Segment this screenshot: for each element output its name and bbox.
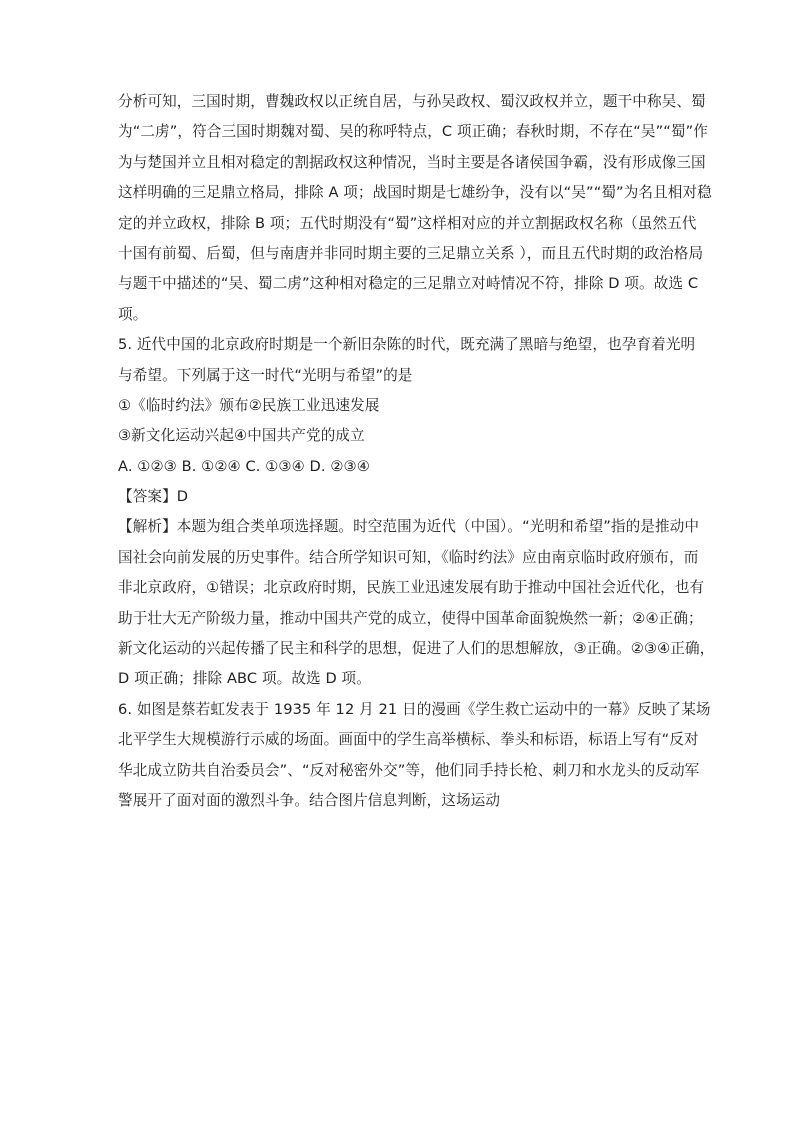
text-line: 与题干中描述的“吴、蜀二虏”这种相对稳定的三足鼎立对峙情况不符，排除 D 项。故选 C (118, 275, 699, 293)
answer-label: 【答案】D (118, 488, 189, 506)
question-6-stem: 华北成立防共自治委员会”、“反对秘密外交”等，他们同手持长枪、刺刀和水龙头的反动军 (118, 761, 700, 779)
question-5-stem: 与希望。下列属于这一时代“光明与希望”的是 (118, 366, 413, 384)
text-line: 为与楚国并立且相对稳定的割据政权这种情况，当时主要是各诸侯国争霸，没有形成像三国 (118, 153, 706, 171)
document-page (118, 87, 715, 816)
analysis-text: 国社会向前发展的历史事件。结合所学知识可知，《临时约法》应由南京临时政府颁布，而 (118, 548, 699, 566)
text-line: 十国有前蜀、后蜀，但与南唐并非同时期主要的三足鼎立关系 ），而且五代时期的政治格局 (118, 244, 704, 262)
question-5-item: ③新文化运动兴起④中国共产党的成立 (118, 427, 365, 445)
analysis-text: 非北京政府，①错误；北京政府时期，民族工业迅速发展有助于推动中国社会近代化，也有 (118, 579, 705, 597)
text-line: 这样明确的三足鼎立格局，排除 A 项；战国时期是七雄纷争，没有以“吴”“蜀”为名且相对稳 (118, 184, 712, 202)
question-5-stem: 5. 近代中国的北京政府时期是一个新旧杂陈的时代，既充满了黑暗与绝望，也孕育着光明 (118, 336, 696, 354)
analysis-text: 【解析】本题为组合类单项选择题。时空范围为近代（中国）。“光明和希望”指的是推动中 (118, 518, 700, 536)
analysis-text: 助于壮大无产阶级力量，推动中国共产党的成立，使得中国革命面貌焕然一新；②④正确； (118, 609, 703, 627)
question-6-stem: 北平学生大规模游行示威的场面。画面中的学生高举横标、拳头和标语，标语上写有“反对 (118, 731, 699, 749)
text-line: 为“二虏”，符合三国时期魏对蜀、吴的称呼特点，C 项正确；春秋时期，不存在“吴”“蜀”作 (118, 123, 708, 141)
text-line: 项。 (118, 305, 148, 323)
question-5-options: A. ①②③ B. ①②④ C. ①③④ D. ②③④ (118, 457, 370, 475)
text-line: 定的并立政权，排除 B 项；五代时期没有“蜀”这样相对应的并立割据政权名称（虽然五代 (118, 214, 697, 232)
text-line: 分析可知，三国时期，曹魏政权以正统自居，与孙吴政权、蜀汉政权并立，题干中称吴、蜀 (118, 93, 706, 110)
analysis-text: D 项正确；排除 ABC 项。故选 D 项。 (118, 670, 371, 688)
question-6-stem: 6. 如图是蔡若虹发表于 1935 年 12 月 21 日的漫画《学生救亡运动中的一幕》反映了某场 (118, 700, 711, 718)
question-5-item: ①《临时约法》颁布②民族工业迅速发展 (118, 396, 380, 414)
analysis-text: 新文化运动的兴起传播了民主和科学的思想，促进了人们的思想解放，③正确。②③④正确， (118, 640, 715, 658)
question-6-stem: 警展开了面对面的激烈斗争。结合图片信息判断，这场运动 (118, 791, 501, 809)
